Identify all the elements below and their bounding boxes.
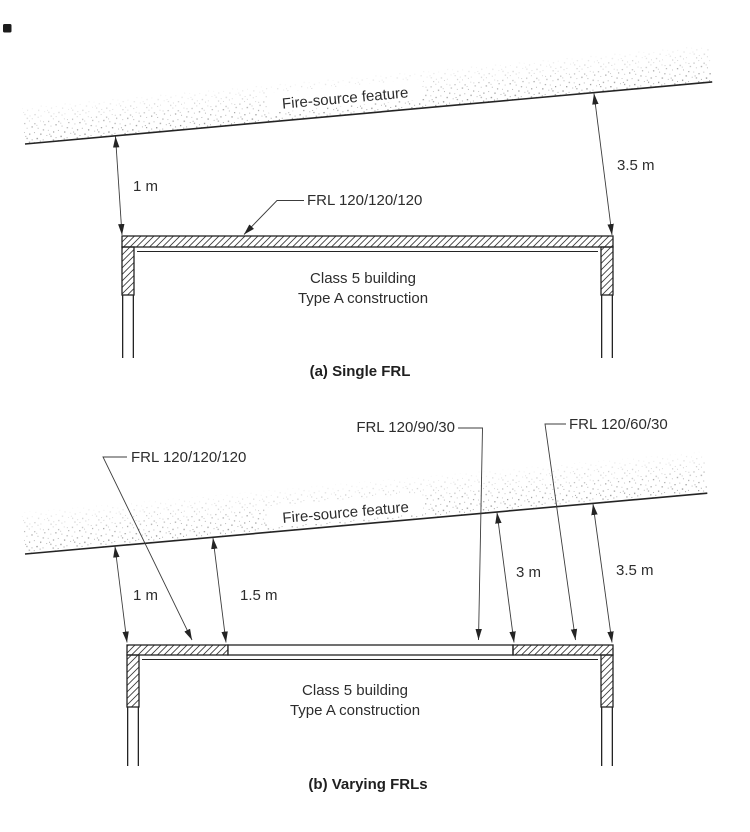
caption-a: (a) Single FRL <box>309 363 411 380</box>
diagram-b <box>21 416 707 793</box>
dimension-1m-label-a: 1 m <box>133 178 159 195</box>
dimension-1m-a <box>116 137 159 236</box>
building-text-line2-a: Type A construction <box>297 290 429 307</box>
roof-segment-left-rated-b <box>127 645 228 655</box>
fire-source-label-b: Fire-source feature <box>281 498 410 527</box>
fire-source-band-a <box>22 45 713 144</box>
dimension-1m-label-b: 1 m <box>133 587 159 604</box>
diagram-a <box>22 45 713 380</box>
right-wall-rated-b <box>601 655 613 707</box>
roof-segment-middle-b <box>228 645 513 655</box>
building-a <box>122 236 613 358</box>
frl-label-mid-b: FRL 120/90/30 <box>356 419 455 436</box>
left-wall-rated-a <box>122 247 134 295</box>
roof-segment-right-rated-b <box>513 645 613 655</box>
dimension-1m-b <box>115 547 158 643</box>
dimension-1-5m-b <box>213 538 278 643</box>
right-wall-lower-b <box>602 707 613 766</box>
frl-leader-right-b <box>545 416 668 640</box>
frl-leader-a <box>244 192 422 235</box>
building-text-line1-b: Class 5 building <box>302 682 408 699</box>
frl-label-right-b: FRL 120/60/30 <box>569 416 668 433</box>
left-wall-lower-b <box>128 707 139 766</box>
dimension-3m-label-b: 3 m <box>516 564 542 581</box>
page-artifact-mark <box>3 24 12 33</box>
building-b <box>127 645 613 766</box>
dimension-3-5m-a <box>594 94 655 236</box>
dimension-3m-b <box>497 513 541 643</box>
dimension-3-5m-label-b: 3.5 m <box>616 562 654 579</box>
frl-leader-mid-b <box>356 419 482 640</box>
dimension-3-5m-b <box>593 504 654 643</box>
right-wall-lower-a <box>602 295 613 358</box>
right-wall-rated-a <box>601 247 613 295</box>
left-wall-lower-a <box>123 295 134 358</box>
caption-b: (b) Varying FRLs <box>308 776 428 793</box>
dimension-1-5m-label-b: 1.5 m <box>240 587 278 604</box>
frl-label-a: FRL 120/120/120 <box>307 192 423 209</box>
fire-source-label-a: Fire-source feature <box>281 84 410 113</box>
building-text-line2-b: Type A construction <box>289 702 421 719</box>
dimension-3-5m-label-a: 3.5 m <box>617 157 655 174</box>
left-wall-rated-b <box>127 655 139 707</box>
fire-source-band-b <box>21 451 707 554</box>
frl-label-left-b: FRL 120/120/120 <box>131 449 247 466</box>
building-roof-a <box>122 236 613 247</box>
building-text-line1-a: Class 5 building <box>310 270 416 287</box>
